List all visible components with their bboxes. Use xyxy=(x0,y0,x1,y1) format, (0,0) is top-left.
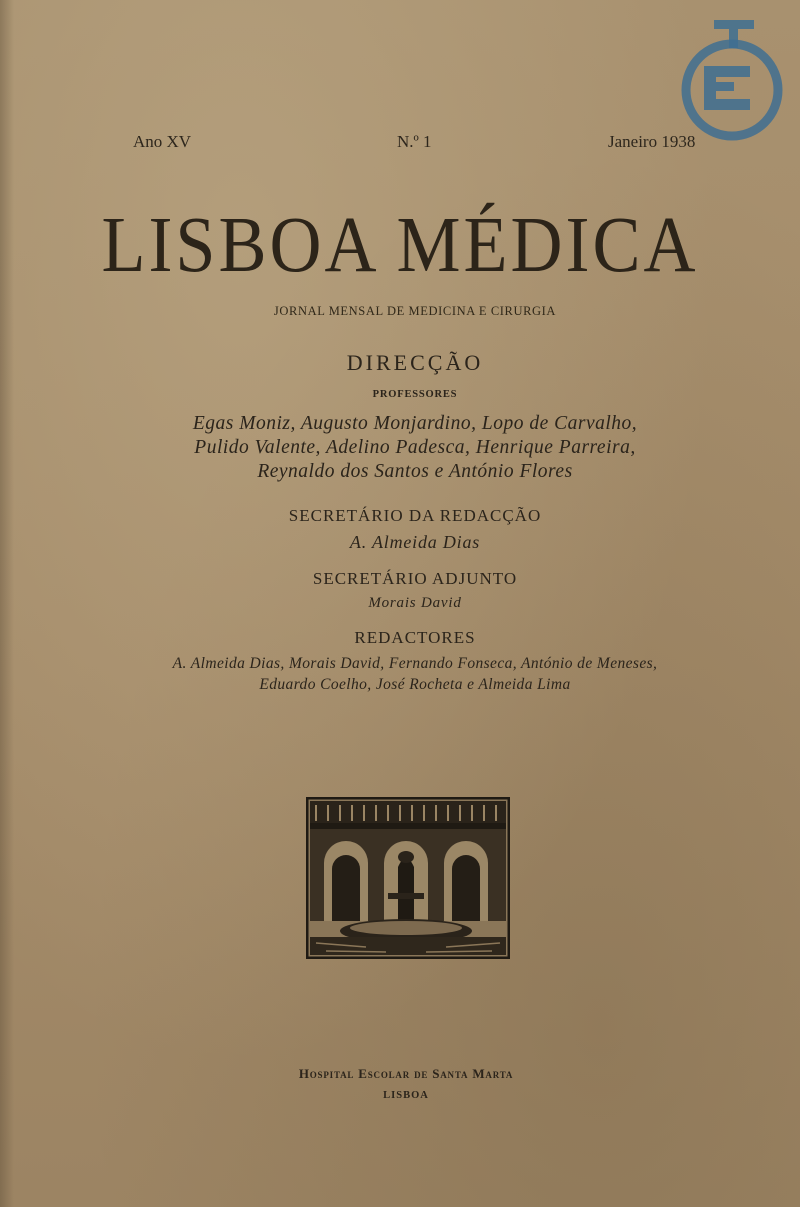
year-label: Ano XV xyxy=(133,132,192,151)
direction-names-line: Reynaldo dos Santos e António Flores xyxy=(257,461,573,482)
editors-names xyxy=(0,653,800,695)
professors-subheading: PROFESSORES xyxy=(372,389,458,400)
secretary-heading: SECRETÁRIO DA REDACÇÃO xyxy=(288,506,542,525)
issue-meta-row xyxy=(0,132,800,156)
assistant-secretary-heading: SECRETÁRIO ADJUNTO xyxy=(312,569,518,588)
publisher-name: Hospital Escolar de Santa Marta xyxy=(298,1066,514,1081)
direction-heading: DIRECÇÃO xyxy=(346,350,484,375)
direction-names xyxy=(0,412,800,484)
editors-names-line: Eduardo Coelho, José Rocheta e Almeida Lima xyxy=(259,676,571,693)
editors-names-line: A. Almeida Dias, Morais David, Fernando Fonseca, António de Meneses, xyxy=(172,655,658,672)
direction-names-line: Egas Moniz, Augusto Monjardino, Lopo de Carvalho, xyxy=(192,413,638,434)
issue-number: N.º 1 xyxy=(397,132,432,151)
publisher-city: LISBOA xyxy=(383,1090,429,1101)
library-stamp-icon xyxy=(676,16,790,150)
issue-date: Janeiro 1938 xyxy=(608,132,696,151)
assistant-secretary-name: Morais David xyxy=(368,595,462,611)
journal-subtitle: JORNAL MENSAL DE MEDICINA E CIRURGIA xyxy=(273,304,557,318)
direction-names-line: Pulido Valente, Adelino Padesca, Henrique Parreira, xyxy=(194,437,636,458)
editors-heading: REDACTORES xyxy=(354,628,476,647)
journal-title: LISBOA MÉDICA xyxy=(101,200,699,289)
secretary-name: A. Almeida Dias xyxy=(349,532,481,552)
cloister-woodcut-image xyxy=(306,797,510,959)
